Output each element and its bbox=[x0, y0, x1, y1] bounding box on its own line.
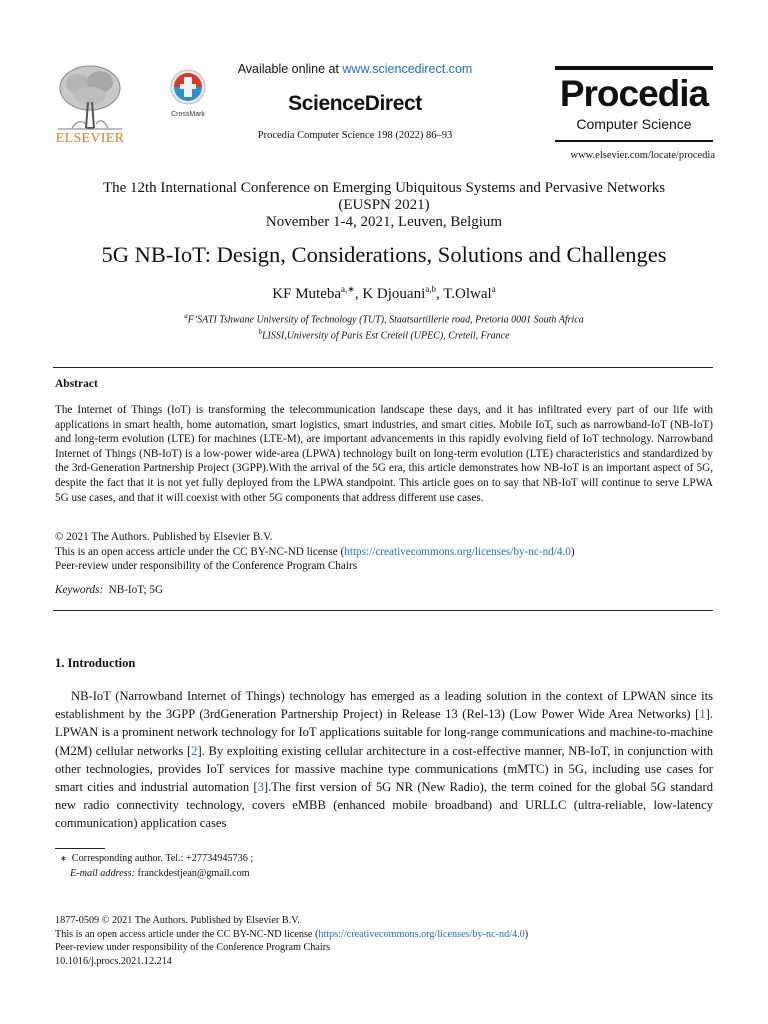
conference-acronym: (EUSPN 2021) bbox=[338, 197, 430, 213]
footnote-corresponding: Corresponding author. Tel.: +27734945736 ; bbox=[71, 853, 254, 864]
author-name: K Djouani bbox=[362, 286, 426, 302]
intro-text: ]. LPWAN is a prominent network technology for IoT applications suitable for long-range communications and machine-to-machine (M2M) cellular networks [ bbox=[55, 707, 713, 758]
issn-line: 1877-0509 © 2021 The Authors. Published by Elsevier B.V. bbox=[55, 915, 300, 926]
footer-peer-review: Peer-review under responsibility of the Conference Program Chairs bbox=[55, 942, 331, 954]
author-list bbox=[40, 284, 728, 303]
crossmark-badge[interactable] bbox=[166, 68, 210, 118]
footer-license-link[interactable]: https://creativecommons.org/licenses/by-nc-nd/4.0 bbox=[318, 928, 525, 940]
author-affil-mark: a,∗ bbox=[341, 284, 355, 294]
procedia-top-rule bbox=[555, 66, 713, 70]
keywords-line bbox=[55, 584, 163, 596]
procedia-subtitle: Computer Science bbox=[576, 116, 692, 132]
citation-link[interactable]: 1 bbox=[699, 707, 706, 722]
intro-text: ].The first version of 5G NR (New Radio), the term coined for the global 5G standard new radio connectivity technology, covers eMBB (enhanced mobile broadband) and URLLC (ultra-reliable, low-latency communication) application cases bbox=[55, 780, 713, 831]
doi[interactable]: 10.1016/j.procs.2021.12.214 bbox=[55, 955, 172, 967]
section-heading-introduction: 1. Introduction bbox=[55, 656, 136, 670]
abstract-top-rule bbox=[53, 367, 713, 368]
abstract-text: The Internet of Things (IoT) is transforming the telecommunication landscape these days, and it has infiltrated every part of our life with applications in smart health, home automation, smart logistics, smart industries, and smart cities. Mobile IoT, such as narrowband-IoT (NB-IoT) and long-term evolution (LTE) for machines (LTE-M), are important advancements in this rapidly evolving field of IoT technology. Narrowband Internet of Things (NB-IoT) is a low-power wide-area (LPWA) technology built on long-term evolution (LTE) characteristics and standardized by the 3rd-Generation Partnership Project (3GPP).With the arrival of the 5G era, this article demonstrates how NB-IoT is an important aspect of 5G, despite the fact that it is not yet fully deployed from the LPWA standpoint. This article goes on to say that NB-IoT will continue to serve LPWA 5G use cases, and that it will coexist with other 5G components that address different use cases. bbox=[55, 404, 713, 504]
crossmark-label: CrossMark bbox=[171, 111, 205, 118]
affiliation-mark: b bbox=[258, 328, 262, 337]
copyright-block bbox=[55, 530, 715, 574]
copyright-line: © 2021 The Authors. Published by Elsevier B.V. bbox=[55, 531, 273, 543]
conference-info bbox=[40, 180, 728, 231]
available-prefix: Available online at bbox=[237, 62, 343, 76]
paper-title: 5G NB-IoT: Design, Considerations, Solutions and Challenges bbox=[101, 242, 667, 267]
citation-link[interactable]: 3 bbox=[257, 780, 264, 795]
author-affil-mark: a bbox=[491, 284, 496, 294]
affiliations bbox=[40, 310, 728, 343]
license-link[interactable]: https://creativecommons.org/licenses/by-nc-nd/4.0 bbox=[344, 545, 571, 558]
procedia-bottom-rule bbox=[555, 140, 713, 142]
keywords-label: Keywords: bbox=[55, 584, 104, 596]
footnote: ∗ Corresponding author. Tel.: +27734945736 ; E-mail address: franckdestjean@gmail.com bbox=[60, 853, 254, 879]
author-separator: , bbox=[354, 286, 363, 302]
author-name: KF Muteba bbox=[272, 286, 342, 302]
affiliation-text: LISSI,University of Paris Est Creteil (UPEC), Creteil, France bbox=[261, 330, 510, 342]
author-name: T.Olwal bbox=[443, 286, 492, 302]
license-suffix: ) bbox=[570, 545, 575, 558]
elsevier-wordmark: ELSEVIER bbox=[55, 131, 125, 146]
author-separator: , bbox=[436, 286, 444, 302]
license-line bbox=[55, 545, 715, 560]
footnote-rule bbox=[55, 848, 105, 849]
sciencedirect-link[interactable]: www.sciencedirect.com bbox=[342, 62, 473, 76]
crossmark-icon bbox=[168, 68, 208, 106]
footer-block bbox=[55, 914, 725, 968]
affiliation-mark: a bbox=[184, 312, 188, 320]
affiliation-text: F’SATI Tshwane University of Technology (TUT), Staatsartillerie road, Pretoria 0001 South Africa bbox=[187, 314, 584, 326]
author-affil-mark: a,b bbox=[425, 284, 436, 294]
footer-license-prefix: This is an open access article under the CC BY-NC-ND license ( bbox=[55, 928, 319, 940]
affiliation bbox=[40, 326, 728, 342]
footer-license-line bbox=[55, 928, 725, 942]
elsevier-url[interactable]: www.elsevier.com/locate/procedia bbox=[570, 150, 715, 161]
footer-license-suffix: ) bbox=[524, 928, 529, 940]
citation-link[interactable]: 2 bbox=[191, 743, 198, 758]
email-address[interactable]: franckdestjean@gmail.com bbox=[137, 867, 250, 879]
intro-text: ]. By exploiting existing cellular architecture in a cost-effective manner, NB-IoT, in conjunction with other technologies, provides IoT services for massive machine type communications (mMTC) in 5G, including use cases for smart cities and industrial automation [ bbox=[55, 743, 713, 795]
intro-text: NB-IoT (Narrowband Internet of Things) technology has emerged as a leading solution in the context of LPWAN since its establishment by the 3GPP (3rdGeneration Partnership Project) in Release 13 (Rel-13) (Low Power Wide Area Networks) [ bbox=[55, 689, 713, 722]
journal-reference: Procedia Computer Science 198 (2022) 86–93 bbox=[257, 130, 453, 141]
peer-review-line: Peer-review under responsibility of the Conference Program Chairs bbox=[55, 560, 358, 573]
abstract-heading: Abstract bbox=[55, 378, 98, 390]
procedia-title: Procedia bbox=[559, 73, 709, 114]
conference-date-location: November 1-4, 2021, Leuven, Belgium bbox=[265, 214, 503, 230]
license-prefix: This is an open access article under the CC BY-NC-ND license ( bbox=[55, 545, 345, 558]
email-label: E-mail address: bbox=[70, 867, 135, 879]
introduction-paragraph bbox=[55, 687, 713, 833]
procedia-logo bbox=[555, 66, 713, 146]
sciencedirect-wordmark: ScienceDirect bbox=[288, 92, 422, 115]
keywords-value: NB-IoT; 5G bbox=[108, 584, 164, 596]
affiliation bbox=[40, 310, 728, 326]
available-online bbox=[220, 62, 490, 76]
conference-name: The 12th International Conference on Emerging Ubiquitous Systems and Pervasive Networks bbox=[102, 180, 666, 196]
abstract-bottom-rule bbox=[53, 610, 713, 611]
